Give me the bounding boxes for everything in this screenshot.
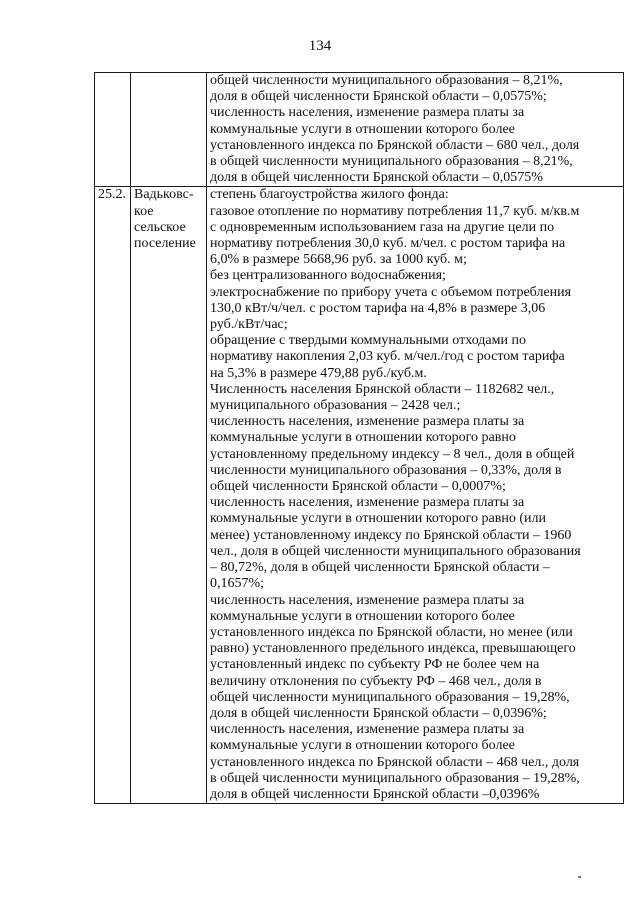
table-row [95,73,624,187]
description-line: численность населения, изменение размера платы за [210,722,525,738]
description-line: 6,0% в размере 5668,96 руб. за 1000 куб. м; [210,252,467,268]
table-row [95,187,624,804]
description-line: установленного индекса по Брянской области – 468 чел., доля [210,754,580,770]
description-line: численность населения, изменение размера платы за [210,495,525,511]
description-line: доля в общей численности Брянской области – 0,0575% [210,170,543,186]
description-line: численность населения, изменение размера платы за [210,105,525,121]
description-line: обращение с твердыми коммунальными отходами по [210,333,526,349]
description-line: доля в общей численности Брянской области – 0,0575%; [210,89,547,105]
description-line: общей численности муниципального образования – 19,28%, [210,689,570,705]
scan-speck [578,876,581,878]
description-line: численность населения, изменение размера платы за [210,414,525,430]
data-table [94,72,624,804]
description-line: установленный индекс по субъекту РФ не более чем на [210,657,540,673]
description-line: нормативу потребления 30,0 куб. м/чел. с ростом тарифа на [210,236,566,252]
description-line: газовое отопление по нормативу потребления 11,7 куб. м/кв.м [210,203,580,219]
row-number-cell [95,187,131,804]
description-line: численность населения, изменение размера платы за [210,592,525,608]
description-line: Численность населения Брянской области – 1182682 чел., [210,381,555,397]
description-line: муниципального образования – 2428 чел.; [210,398,461,414]
description-line: – 80,72%, доля в общей численности Брянской области – [210,560,550,576]
description-line: коммунальные услуги в отношении которого более [210,608,515,624]
row-number-cell [95,73,131,187]
description-line: численности муниципального образования – 0,33%, доля в [210,462,562,478]
description-cell [207,187,624,804]
description-line: руб./кВт/час; [210,317,288,333]
page-number: 134 [308,38,332,54]
description-line: нормативу накопления 2,03 куб. м/чел./год с ростом тарифа [210,349,565,365]
description-cell [207,73,624,187]
description-line: равно) установленного предельного индекса, превышающего [210,641,576,657]
description-line: электроснабжение по прибору учета с объемом потребления [210,284,572,300]
description-line: величину отклонения по субъекту РФ – 468 чел., доля в [210,673,542,689]
description-line: коммунальные услуги в отношении которого более [210,121,515,137]
description-line: коммунальные услуги в отношении которого равно [210,430,516,446]
description-line: в общей численности муниципального образования – 8,21%, [210,154,573,170]
description-line: доля в общей численности Брянской области –0,0396% [210,786,540,802]
description-line: в общей численности муниципального образования – 19,28%, [210,770,580,786]
description-line: установленного индекса по Брянской области – 680 чел., доля [210,137,580,153]
description-line: установленного индекса по Брянской области, но менее (или [210,624,573,640]
table-body [95,73,624,804]
description-line: установленному предельному индексу – 8 чел., доля в общей [210,446,575,462]
municipality-name-line: поселение [134,236,196,252]
description-line: с одновременным использованием газа на другие цели по [210,219,555,235]
description-line: доля в общей численности Брянской области – 0,0396%; [210,705,547,721]
description-line: менее) установленному индексу по Брянской области – 1960 [210,527,572,543]
description-line: без централизованного водоснабжения; [210,268,446,284]
description-line: на 5,3% в размере 479,88 руб./куб.м. [210,365,427,381]
description-line: чел., доля в общей численности муниципального образования [210,543,581,559]
description-line: коммунальные услуги в отношении которого более [210,738,515,754]
description-line: степень благоустройства жилого фонда: [210,187,449,203]
municipality-name-line: Вадьковс- [134,187,194,203]
description-line: 130,0 кВт/ч/чел. с ростом тарифа на 4,8% в размере 3,06 [210,300,546,316]
municipality-name-cell [131,73,207,187]
municipality-name-line: кое [134,203,154,219]
description-line: 0,1657%; [210,576,265,592]
row-number: 25.2. [98,187,126,203]
description-line: общей численности Брянской области – 0,0007%; [210,479,506,495]
description-line: коммунальные услуги в отношении которого равно (или [210,511,546,527]
municipality-name-cell [131,187,207,804]
municipality-name-line: сельское [134,219,186,235]
description-line: общей численности муниципального образования – 8,21%, [210,73,563,88]
